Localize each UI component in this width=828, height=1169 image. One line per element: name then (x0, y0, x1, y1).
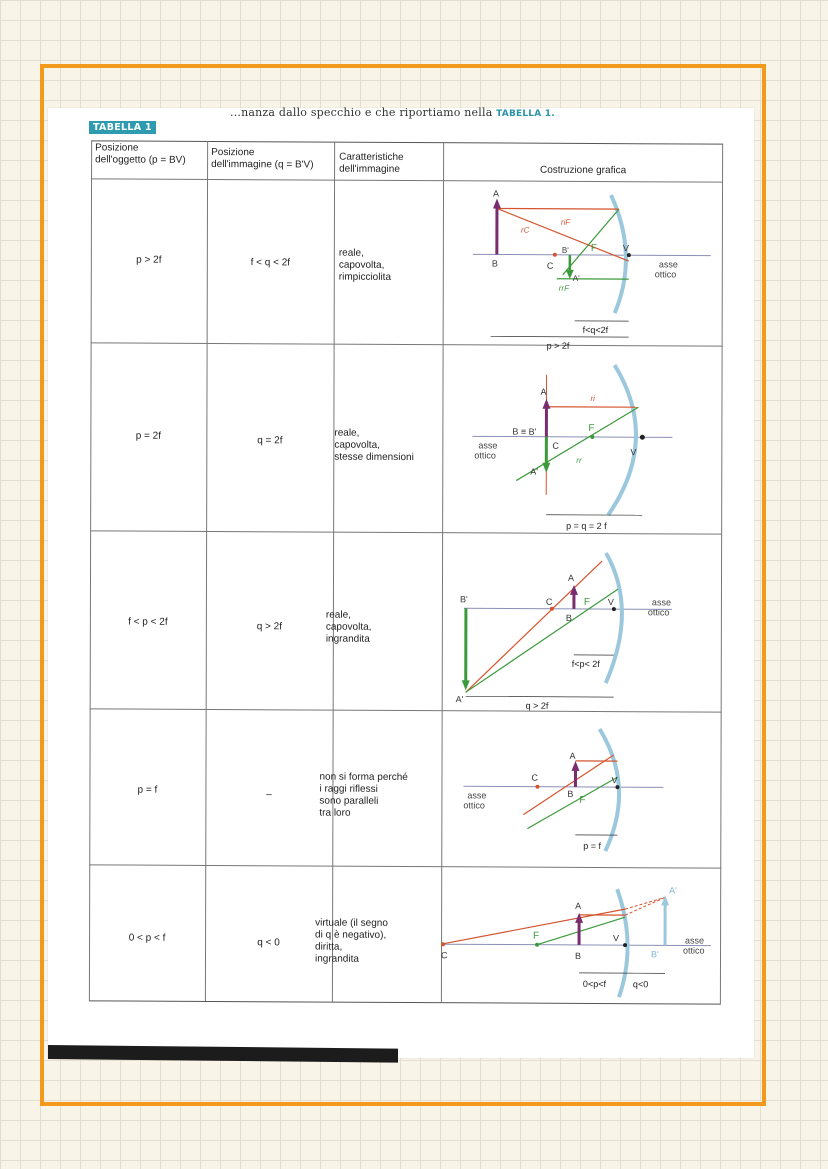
label-axis-1: asse (658, 259, 678, 270)
ray-reflected (560, 209, 619, 275)
object-arrowhead (542, 399, 550, 409)
row3-image: q > 2f (256, 621, 283, 633)
vertex-point (612, 607, 616, 611)
row3-object: f < p < 2f (128, 616, 168, 628)
row1-image: f < q < 2f (250, 257, 291, 269)
label-B-prime: B' (651, 949, 659, 960)
dim-label-2: q<0 (632, 979, 649, 990)
mirror (599, 729, 619, 851)
optical-axis (464, 608, 672, 609)
row4-characteristics: non si forma perché i raggi riflessi sono paralleli tra loro (319, 771, 408, 819)
row1-object: p > 2f (136, 254, 162, 266)
label-axis-2: ottico (654, 269, 677, 280)
vertex-point (623, 943, 627, 947)
dim-line-1 (546, 515, 642, 516)
label-B-prime: B' (561, 245, 569, 255)
label-axis-1: asse (478, 440, 498, 451)
label-axis-1: asse (651, 597, 671, 608)
label-C: C (552, 440, 559, 451)
row2-diagram (442, 344, 722, 533)
dim-label-2: p > 2f (546, 340, 570, 351)
label-B: B (565, 612, 572, 623)
object-arrowhead (493, 198, 501, 208)
vertex-point (615, 785, 619, 789)
label-ray-ri: ri (590, 393, 595, 403)
ray-extension (625, 897, 665, 909)
label-axis-2: ottico (463, 800, 485, 811)
label-ray-rr: rr (576, 455, 582, 465)
row5-object: 0 < p < f (128, 932, 166, 944)
optical-axis (463, 786, 663, 787)
cut-off-text: ...nanza dallo specchio e che riportiamo nella TABELLA 1. (230, 106, 555, 119)
dim-label-1: p = f (583, 840, 602, 852)
header-construction: Costruzione grafica (539, 164, 627, 177)
dim-line-2 (491, 336, 629, 337)
ray-through-center (466, 560, 602, 693)
vertex-point (627, 253, 631, 257)
label-B: B (491, 258, 498, 269)
row5-characteristics: virtuale (il segno di q è negativo), diritta, ingrandita (314, 917, 388, 965)
label-B-prime: B' (459, 594, 468, 605)
focus-point (535, 943, 539, 947)
label-B: B (567, 788, 574, 799)
label-A: A (492, 188, 500, 199)
focus-point (590, 435, 594, 439)
label-A-prime: A' (669, 885, 677, 896)
center-point (553, 253, 557, 257)
dim-label-1: 0<p<f (582, 978, 606, 990)
row1-characteristics: reale, capovolta, rimpicciolita (338, 247, 392, 283)
row4-diagram (441, 710, 721, 867)
label-A: A (540, 386, 547, 397)
virtual-image-arrowhead (661, 895, 669, 905)
label-B: B (575, 950, 582, 961)
header-characteristics: Caratteristiche dell'immagine (339, 151, 404, 175)
label-ray-riF: riF (560, 217, 571, 227)
row1-diagram (443, 180, 723, 351)
dim-line-2 (466, 696, 614, 697)
row4-image: – (266, 789, 272, 801)
mirror (608, 365, 636, 515)
label-C: C (545, 596, 553, 607)
label-V: V (607, 597, 614, 608)
label-V: V (611, 775, 618, 786)
image-arrowhead (542, 463, 550, 473)
label-axis-2: ottico (683, 945, 705, 956)
label-F: F (579, 794, 586, 806)
row2-image: q = 2f (257, 435, 283, 447)
table-label: TABELLA 1 (89, 121, 156, 134)
dim-label-1: f<p< 2f (571, 658, 600, 670)
mirror (617, 889, 628, 997)
header-image-position: Posizione dell'immagine (q = B'V) (211, 146, 314, 171)
label-B-equiv: B ≡ B' (512, 426, 537, 437)
row2-object: p = 2f (135, 430, 162, 442)
label-ray-rrF: rrF (558, 283, 569, 293)
label-axis-1: asse (685, 935, 705, 946)
dim-label-1: f<q<2f (582, 324, 609, 336)
table (89, 136, 723, 1021)
ray-extension (625, 897, 665, 915)
row5-diagram (441, 866, 721, 1003)
object-arrowhead (571, 761, 579, 771)
label-C: C (531, 772, 538, 783)
ray-parallel (497, 208, 619, 209)
ray-through-focus (466, 588, 618, 693)
label-C: C (546, 260, 554, 271)
dim-label-1: p = q = 2 f (566, 520, 607, 532)
row5-image: q < 0 (257, 937, 280, 949)
label-A-prime: A' (530, 466, 539, 477)
label-A-prime: A' (455, 694, 464, 705)
label-A: A (569, 750, 576, 761)
label-F: F (590, 242, 597, 254)
label-C: C (441, 950, 448, 961)
label-A: A (575, 900, 582, 911)
center-point (441, 942, 445, 946)
label-axis-2: ottico (647, 607, 670, 618)
col-divider (332, 142, 335, 1002)
label-V: V (630, 447, 637, 458)
dim-label-2: q > 2f (525, 700, 549, 711)
label-V: V (622, 243, 629, 254)
label-ray-rC: rC (520, 225, 530, 235)
row3-diagram (442, 532, 722, 711)
object-arrowhead (570, 585, 578, 595)
optical-axis (473, 254, 711, 255)
row2-characteristics: reale, capovolta, stesse dimensioni (334, 427, 414, 464)
row4-object: p = f (137, 784, 158, 796)
row3-characteristics: reale, capovolta, ingrandita (325, 609, 372, 645)
mirror (611, 195, 626, 313)
optical-axis (441, 944, 711, 945)
label-A: A (567, 572, 575, 583)
mirror (606, 553, 622, 683)
col-divider (205, 141, 208, 1001)
header-object-position: Posizione dell'oggetto (p = BV) (95, 142, 186, 166)
label-F: F (533, 930, 540, 942)
label-A-prime: A' (572, 273, 580, 283)
label-axis-1: asse (467, 790, 487, 801)
center-point (535, 785, 539, 789)
label-F: F (588, 422, 595, 434)
vertex-point (640, 435, 645, 440)
label-F: F (583, 596, 591, 608)
label-V: V (613, 933, 620, 944)
label-axis-2: ottico (474, 450, 496, 461)
center-point (550, 607, 554, 611)
